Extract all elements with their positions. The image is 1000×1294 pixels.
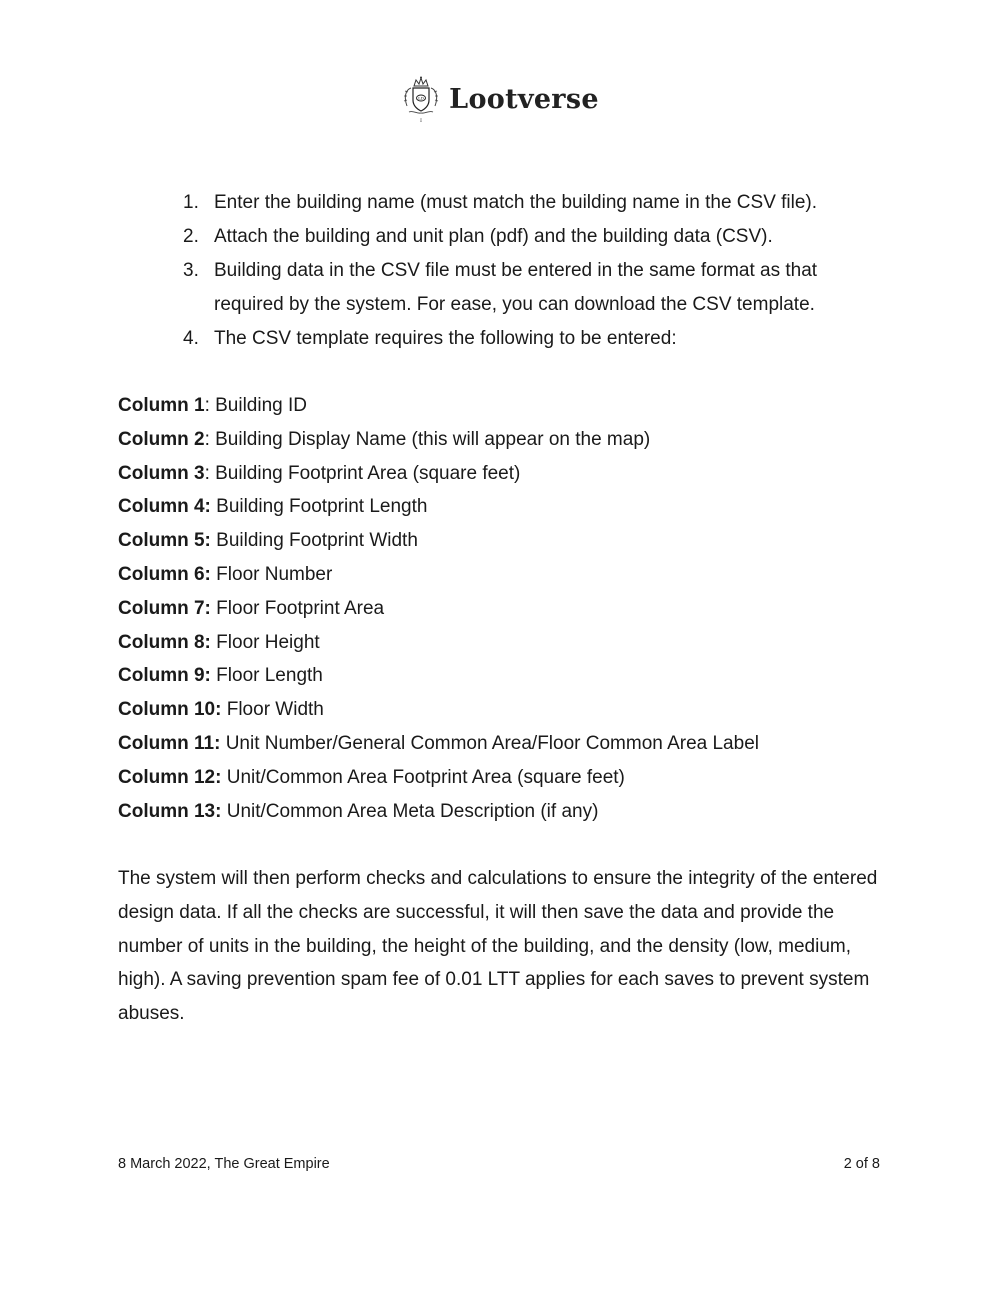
column-description: Floor Length [216,665,323,687]
csv-column-list [118,389,898,828]
column-separator: : [204,428,216,450]
column-label: Column 1 [118,395,205,416]
column-description: Building Footprint Length [216,496,428,518]
step-number: 4. [183,328,199,349]
column-label: Column 2 [118,428,205,450]
step-text: Building data in the CSV file must be entered in the same format as that required by the system. For ease, you can download the CSV template. [214,260,818,315]
list-item [183,254,883,322]
column-definition [118,423,898,457]
column-description: Floor Number [216,563,333,585]
footer-date-location: 8 March 2022, The Great Empire [118,1156,330,1172]
column-definition [118,490,898,524]
column-label: Column 8: [118,631,211,653]
column-label: Column 6: [118,563,211,585]
column-definition [118,558,898,592]
system-checks-paragraph: The system will then perform checks and calculations to ensure the integrity of the entered design data. If all the checks are successful, it will then save the data and provide the number of units in the building, the height of the building, and the density (low, medium, high). A saving prevention spam fee of 0.01 LTT applies for each saves to prevent system abuses. [118,868,878,1025]
column-label: Column 4: [118,496,211,518]
step-text: Enter the building name (must match the building name in the CSV file). [214,192,818,213]
column-label: Column 3 [118,462,205,484]
column-description: Unit/Common Area Meta Description (if any) [226,800,599,822]
step-number: 3. [183,260,199,281]
column-definition [118,626,898,660]
column-definition [118,795,898,829]
page-header [0,74,1000,124]
page-number: 2 of 8 [843,1156,880,1172]
column-description: Unit/Common Area Footprint Area (square feet) [226,766,625,788]
column-definition [118,457,898,491]
column-label: Column 9: [118,665,211,687]
list-item [183,186,883,220]
column-description: Floor Width [226,699,324,721]
emblem-numeral: I [420,118,423,124]
column-description: Floor Footprint Area [216,597,385,619]
column-definition [118,761,898,795]
column-description: Building Footprint Area (square feet) [215,462,521,484]
list-item [183,220,883,254]
column-label: Column 13: [118,800,222,822]
list-item [183,322,883,356]
column-definition [118,524,898,558]
column-label: Column 5: [118,530,211,552]
column-definition [118,592,898,626]
column-description: Building ID [215,395,308,416]
step-number: 1. [183,192,199,213]
column-definition [118,389,898,423]
column-description: Floor Height [216,631,320,653]
svg-text:LD: LD [418,95,425,101]
column-description: Unit Number/General Common Area/Floor Common Area Label [225,732,759,754]
column-definition [118,727,898,761]
step-number: 2. [183,226,199,247]
step-text: Attach the building and unit plan (pdf) and the building data (CSV). [214,226,773,247]
column-description: Building Display Name (this will appear on the map) [215,428,651,450]
crest-emblem-icon [401,74,441,124]
column-description: Building Footprint Width [216,530,418,552]
column-label: Column 10: [118,699,222,721]
column-label: Column 12: [118,766,222,788]
column-definition [118,693,898,727]
steps-list [183,186,883,356]
column-label: Column 7: [118,597,211,619]
step-text: The CSV template requires the following to be entered: [214,328,677,349]
column-separator: : [204,395,216,416]
column-separator: : [204,462,216,484]
brand-name: Lootverse [449,83,599,115]
column-label: Column 11: [118,732,221,754]
column-definition [118,659,898,693]
